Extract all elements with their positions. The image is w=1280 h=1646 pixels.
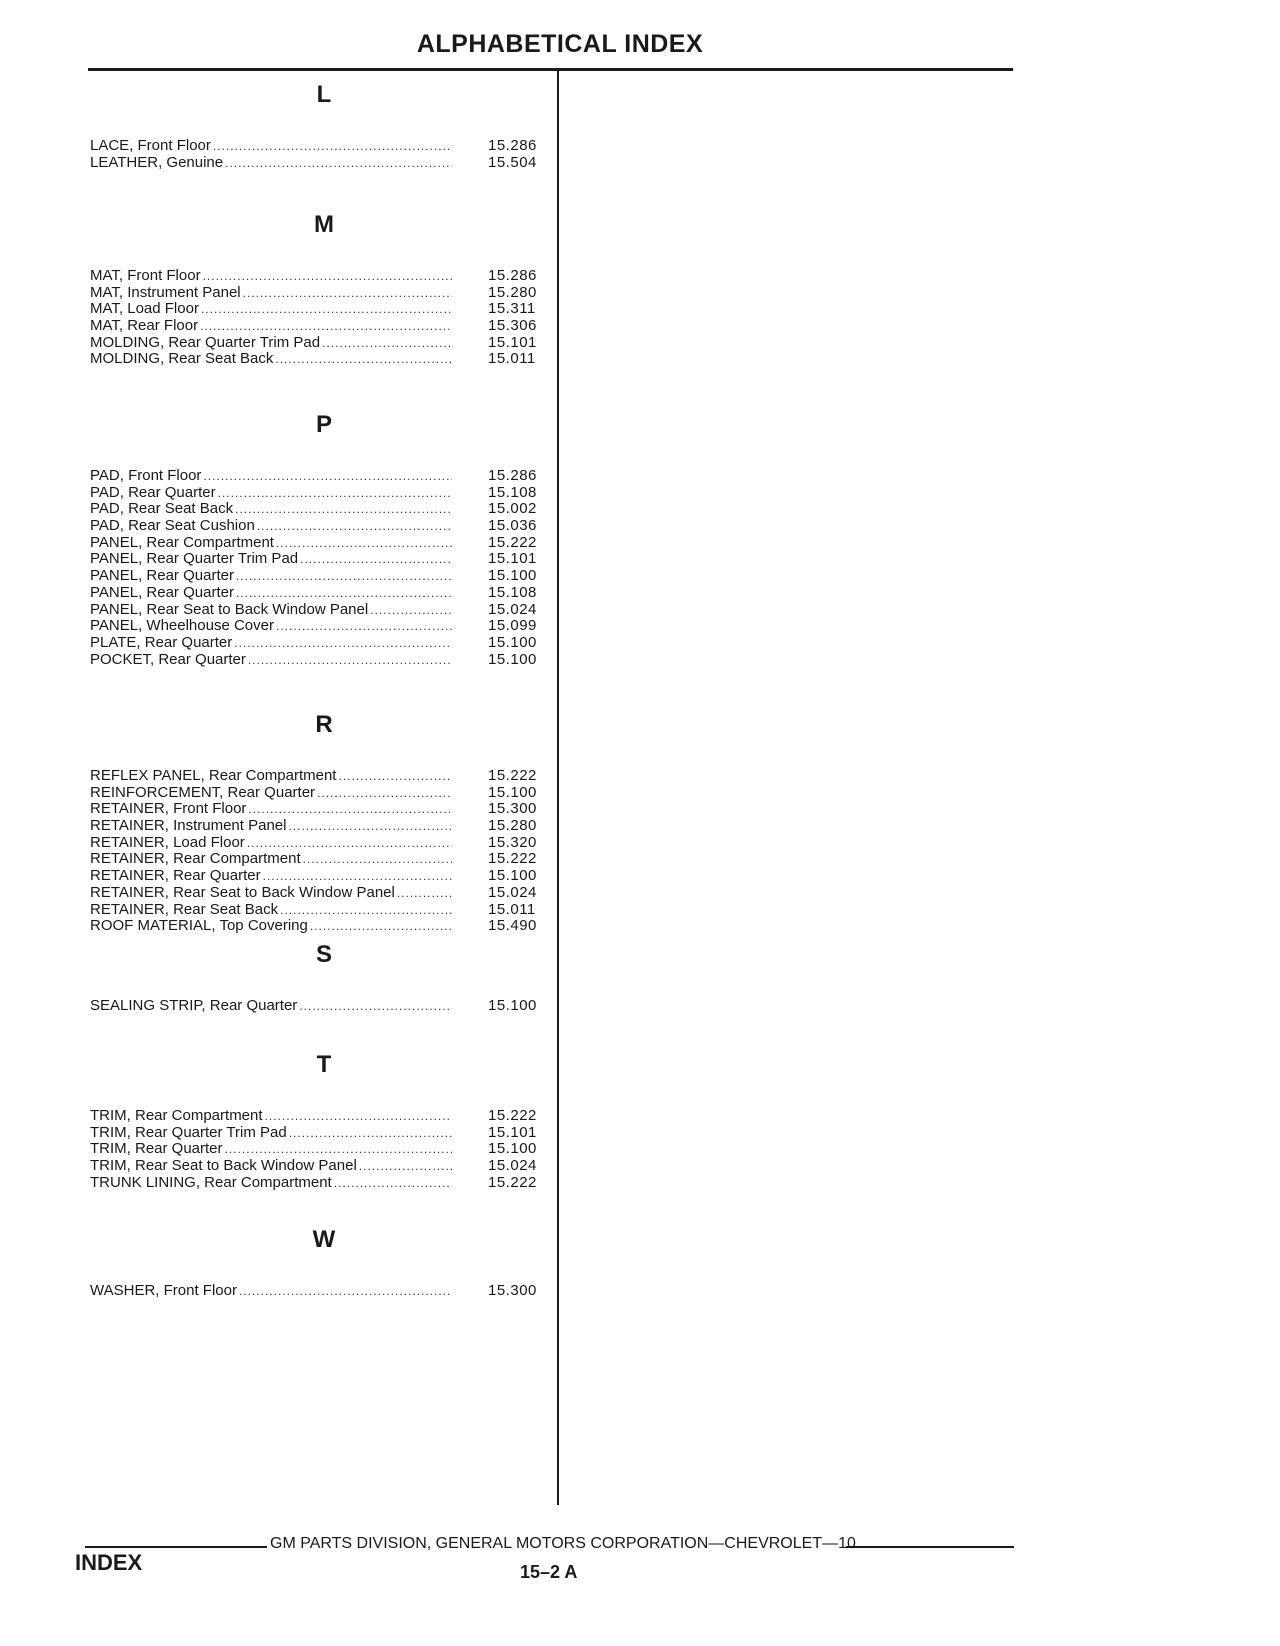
entry-page: 15.100 bbox=[488, 867, 537, 885]
index-entry bbox=[90, 351, 550, 368]
index-section-w bbox=[90, 1225, 550, 1300]
entry-page: 15.222 bbox=[488, 533, 537, 551]
entry-page: 15.490 bbox=[488, 917, 537, 935]
entry-name: MAT, Front Floor bbox=[90, 267, 201, 284]
index-entry bbox=[90, 918, 550, 935]
index-entry bbox=[90, 551, 550, 568]
entry-page: 15.280 bbox=[488, 283, 537, 301]
entry-name: PANEL, Rear Quarter bbox=[90, 567, 234, 585]
dot-leader bbox=[334, 1175, 452, 1192]
entry-name: LEATHER, Genuine bbox=[90, 153, 224, 171]
entry-list bbox=[90, 138, 550, 171]
index-entry bbox=[90, 818, 550, 835]
dot-leader bbox=[213, 138, 452, 155]
entry-page: 15.504 bbox=[488, 153, 537, 171]
page-number: 15–2 A bbox=[520, 1562, 578, 1582]
section-letter: P bbox=[315, 411, 332, 438]
entry-page: 15.101 bbox=[488, 1123, 537, 1141]
entry-page: 15.100 bbox=[488, 1140, 537, 1158]
entry-name: PANEL, Rear Quarter bbox=[90, 583, 234, 601]
entry-name: TRIM, Rear Compartment bbox=[90, 1107, 263, 1124]
entry-page: 15.100 bbox=[488, 997, 537, 1014]
entry-page: 15.222 bbox=[488, 850, 537, 868]
index-entry bbox=[90, 868, 550, 885]
index-section-r bbox=[90, 710, 550, 935]
dot-leader bbox=[280, 902, 452, 919]
entry-name: PANEL, Rear Compartment bbox=[90, 533, 274, 551]
entry-name: MOLDING, Rear Quarter Trim Pad bbox=[90, 333, 321, 351]
dot-leader bbox=[239, 1283, 452, 1300]
page-title: ALPHABETICAL INDEX bbox=[416, 30, 704, 58]
index-entry bbox=[90, 998, 550, 1015]
entry-page: 15.024 bbox=[488, 600, 537, 618]
index-entry bbox=[90, 485, 550, 502]
footer-rule-right bbox=[846, 1546, 1014, 1548]
index-entry bbox=[90, 1141, 550, 1158]
dot-leader bbox=[265, 1108, 452, 1125]
dot-leader bbox=[225, 155, 452, 172]
header-rule bbox=[88, 68, 1013, 71]
index-entry bbox=[90, 1175, 550, 1192]
index-entry bbox=[90, 1283, 550, 1300]
entry-page: 15.100 bbox=[488, 783, 537, 801]
entry-page: 15.108 bbox=[488, 483, 537, 501]
dot-leader bbox=[243, 285, 452, 302]
section-letter: L bbox=[316, 81, 332, 108]
entry-name: RETAINER, Instrument Panel bbox=[90, 817, 287, 835]
section-letter: S bbox=[315, 941, 332, 968]
footer-publisher: GM PARTS DIVISION, GENERAL MOTORS CORPORATION—CHEVROLET—10 bbox=[270, 1535, 856, 1552]
column-divider bbox=[557, 68, 559, 1505]
entry-name: RETAINER, Load Floor bbox=[90, 833, 245, 851]
entry-name: MAT, Instrument Panel bbox=[90, 283, 241, 301]
entry-name: POCKET, Rear Quarter bbox=[90, 650, 246, 668]
entry-name: RETAINER, Rear Seat Back bbox=[90, 900, 279, 918]
entry-list bbox=[90, 1108, 550, 1191]
dot-leader bbox=[288, 818, 452, 835]
dot-leader bbox=[370, 602, 452, 619]
entry-page: 15.100 bbox=[488, 567, 537, 585]
entry-page: 15.311 bbox=[488, 300, 536, 318]
entry-name: PAD, Rear Seat Back bbox=[90, 500, 234, 518]
entry-page: 15.100 bbox=[488, 633, 537, 651]
dot-leader bbox=[236, 568, 452, 585]
entry-page: 15.099 bbox=[488, 617, 537, 635]
index-entry bbox=[90, 535, 550, 552]
entry-name: MAT, Load Floor bbox=[90, 300, 199, 318]
entry-page: 15.280 bbox=[488, 817, 537, 835]
entry-list bbox=[90, 998, 550, 1015]
index-entry bbox=[90, 568, 550, 585]
dot-leader bbox=[310, 918, 452, 935]
entry-page: 15.222 bbox=[488, 1107, 537, 1124]
entry-page: 15.101 bbox=[488, 550, 537, 568]
index-entry bbox=[90, 138, 550, 155]
dot-leader bbox=[236, 585, 452, 602]
entry-name: MAT, Rear Floor bbox=[90, 317, 199, 335]
dot-leader bbox=[248, 652, 452, 669]
dot-leader bbox=[201, 301, 452, 318]
dot-leader bbox=[276, 618, 452, 635]
footer-rule-left bbox=[85, 1546, 267, 1548]
index-section-p bbox=[90, 410, 550, 668]
index-section-s bbox=[90, 940, 550, 1015]
dot-leader bbox=[289, 1125, 452, 1142]
section-letter: M bbox=[314, 211, 334, 238]
dot-leader bbox=[257, 518, 452, 535]
entry-name: PANEL, Rear Quarter Trim Pad bbox=[90, 550, 299, 568]
section-letter: T bbox=[316, 1051, 332, 1078]
entry-page: 15.101 bbox=[488, 333, 537, 351]
index-entry bbox=[90, 652, 550, 669]
index-entry bbox=[90, 285, 550, 302]
index-entry bbox=[90, 618, 550, 635]
index-entry bbox=[90, 468, 550, 485]
index-entry bbox=[90, 851, 550, 868]
entry-name: TRIM, Rear Quarter bbox=[90, 1140, 223, 1158]
dot-leader bbox=[234, 635, 452, 652]
entry-page: 15.286 bbox=[488, 267, 537, 284]
entry-page: 15.011 bbox=[488, 900, 536, 918]
entry-name: PAD, Rear Seat Cushion bbox=[90, 517, 255, 535]
index-entry bbox=[90, 335, 550, 352]
dot-leader bbox=[359, 1158, 452, 1175]
dot-leader bbox=[248, 801, 452, 818]
index-section-l bbox=[90, 80, 550, 171]
entry-name: RETAINER, Front Floor bbox=[90, 800, 247, 818]
entry-page: 15.320 bbox=[488, 833, 537, 851]
dot-leader bbox=[275, 351, 452, 368]
dot-leader bbox=[225, 1141, 452, 1158]
dot-leader bbox=[397, 885, 452, 902]
entry-page: 15.002 bbox=[488, 500, 537, 518]
entry-name: REFLEX PANEL, Rear Compartment bbox=[90, 767, 337, 784]
entry-name: TRUNK LINING, Rear Compartment bbox=[90, 1173, 332, 1191]
entry-page: 15.222 bbox=[488, 1173, 537, 1191]
index-entry bbox=[90, 885, 550, 902]
entry-list bbox=[90, 468, 550, 668]
entry-name: TRIM, Rear Quarter Trim Pad bbox=[90, 1123, 287, 1141]
entry-page: 15.286 bbox=[488, 137, 537, 154]
section-letter: R bbox=[315, 711, 333, 738]
entry-page: 15.024 bbox=[488, 883, 537, 901]
index-entry bbox=[90, 501, 550, 518]
dot-leader bbox=[247, 835, 452, 852]
index-entry bbox=[90, 785, 550, 802]
entry-name: LACE, Front Floor bbox=[90, 137, 211, 154]
entry-page: 15.306 bbox=[488, 317, 537, 335]
index-entry bbox=[90, 801, 550, 818]
section-label: INDEX bbox=[75, 1550, 143, 1575]
index-entry bbox=[90, 902, 550, 919]
index-entry bbox=[90, 602, 550, 619]
index-entry bbox=[90, 301, 550, 318]
dot-leader bbox=[338, 768, 452, 785]
entry-name: TRIM, Rear Seat to Back Window Panel bbox=[90, 1157, 357, 1175]
index-entry bbox=[90, 1125, 550, 1142]
entry-name: ROOF MATERIAL, Top Covering bbox=[90, 917, 308, 935]
dot-leader bbox=[299, 998, 452, 1015]
entry-name: RETAINER, Rear Seat to Back Window Panel bbox=[90, 883, 395, 901]
entry-name: WASHER, Front Floor bbox=[90, 1282, 237, 1299]
dot-leader bbox=[300, 551, 452, 568]
section-letter: W bbox=[312, 1226, 336, 1253]
dot-leader bbox=[235, 501, 452, 518]
index-entry bbox=[90, 835, 550, 852]
entry-page: 15.024 bbox=[488, 1157, 537, 1175]
entry-page: 15.100 bbox=[488, 650, 537, 668]
index-entry bbox=[90, 585, 550, 602]
entry-page: 15.108 bbox=[488, 583, 537, 601]
entry-page: 15.011 bbox=[488, 350, 536, 368]
entry-name: MOLDING, Rear Seat Back bbox=[90, 350, 274, 368]
entry-page: 15.036 bbox=[488, 517, 537, 535]
entry-page: 15.300 bbox=[488, 1282, 537, 1299]
index-entry bbox=[90, 155, 550, 172]
entry-name: PAD, Front Floor bbox=[90, 467, 202, 484]
dot-leader bbox=[276, 535, 452, 552]
entry-page: 15.300 bbox=[488, 800, 537, 818]
index-entry bbox=[90, 318, 550, 335]
dot-leader bbox=[322, 335, 452, 352]
index-entry bbox=[90, 1158, 550, 1175]
entry-page: 15.222 bbox=[488, 767, 537, 784]
entry-name: SEALING STRIP, Rear Quarter bbox=[90, 997, 298, 1014]
entry-name: PAD, Rear Quarter bbox=[90, 483, 216, 501]
entry-list bbox=[90, 1283, 550, 1300]
entry-name: PANEL, Wheelhouse Cover bbox=[90, 617, 274, 635]
dot-leader bbox=[200, 318, 452, 335]
entry-name: RETAINER, Rear Compartment bbox=[90, 850, 301, 868]
index-entry bbox=[90, 768, 550, 785]
entry-name: RETAINER, Rear Quarter bbox=[90, 867, 261, 885]
entry-name: PLATE, Rear Quarter bbox=[90, 633, 233, 651]
entry-list bbox=[90, 268, 550, 368]
dot-leader bbox=[203, 268, 452, 285]
index-entry bbox=[90, 635, 550, 652]
entry-name: REINFORCEMENT, Rear Quarter bbox=[90, 783, 316, 801]
dot-leader bbox=[218, 485, 452, 502]
dot-leader bbox=[263, 868, 452, 885]
index-section-m bbox=[90, 210, 550, 368]
index-entry bbox=[90, 518, 550, 535]
dot-leader bbox=[303, 851, 452, 868]
entry-list bbox=[90, 768, 550, 935]
dot-leader bbox=[203, 468, 452, 485]
entry-page: 15.286 bbox=[488, 467, 537, 484]
dot-leader bbox=[317, 785, 452, 802]
entry-name: PANEL, Rear Seat to Back Window Panel bbox=[90, 600, 369, 618]
index-section-t bbox=[90, 1050, 550, 1191]
index-entry bbox=[90, 1108, 550, 1125]
index-entry bbox=[90, 268, 550, 285]
